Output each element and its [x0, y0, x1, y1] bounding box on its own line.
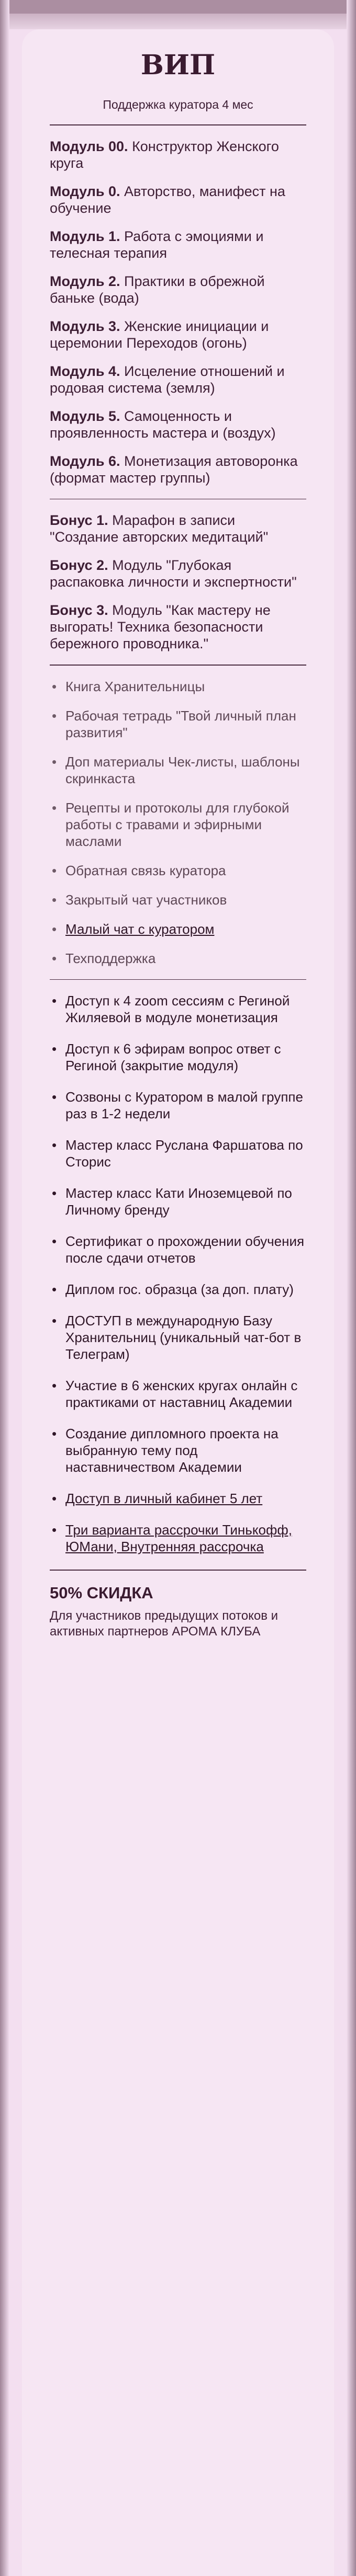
list-item: • Мастер класс Кати Иноземцевой по Личному бренду: [50, 1185, 306, 1218]
list-item: • Обратная связь куратора: [50, 862, 306, 879]
list-item: • ДОСТУП в международную Базу Хранительниц (уникальный чат-бот в Телеграм): [50, 1312, 306, 1363]
discount-title: 50% СКИДКА: [50, 1583, 153, 1602]
divider: [50, 499, 306, 500]
plan-title: ВИП: [140, 49, 216, 81]
list-item: • Мастер класс Руслана Фаршатова по Сторис: [50, 1137, 306, 1170]
module-item: Модуль 5. Самоценность и проявленность мастера и (воздух): [50, 408, 276, 441]
list-item: • Диплом гос. образца (за доп. плату): [50, 1281, 306, 1298]
vip-features-list: [50, 992, 306, 1555]
module-item: Модуль 1. Работа с эмоциями и телесная терапия: [50, 228, 264, 261]
bonus-list: [50, 512, 306, 652]
list-item: • Доступ к 6 эфирам вопрос ответ с Региной (закрытие модуля): [50, 1040, 306, 1074]
list-item: • Созвоны с Куратором в малой группе раз в 1-2 недели: [50, 1089, 306, 1122]
curator-chat-link[interactable]: • Малый чат с куратором: [50, 921, 306, 937]
module-item: Модуль 4. Исцеление отношений и родовая система (земля): [50, 363, 285, 396]
module-item: Модуль 6. Монетизация автоворонка (формат мастер группы): [50, 453, 298, 486]
module-item: Модуль 00. Конструктор Женского круга: [50, 138, 279, 171]
bonus-item: Бонус 1. Марафон в записи "Создание авторских медитаций": [50, 512, 269, 545]
divider: [50, 1570, 306, 1571]
list-item: • Техподдержка: [50, 950, 306, 967]
top-edge-strip: [0, 0, 356, 14]
list-item: • Сертификат о прохождении обучения после сдачи отчетов: [50, 1233, 306, 1266]
cabinet-access-link[interactable]: • Доступ в личный кабинет 5 лет: [50, 1490, 306, 1507]
divider: [50, 979, 306, 980]
module-item: Модуль 0. Авторство, манифест на обучение: [50, 183, 285, 216]
installments-link[interactable]: • Три варианта рассрочки Тинькофф, ЮМани, Внутренняя рассрочка: [50, 1521, 306, 1555]
left-edge-shadow: [0, 0, 9, 2576]
list-item: • Доп материалы Чек-листы, шаблоны скринкаста: [50, 753, 306, 787]
bonus-item: Бонус 3. Модуль "Как мастеру не выгорать! Техника безопасности бережного проводника.": [50, 602, 271, 651]
divider: [50, 124, 306, 125]
materials-list: [50, 678, 306, 967]
list-item: • Книга Хранительницы: [50, 678, 306, 695]
module-item: Модуль 2. Практики в обрежной баньке (вода): [50, 273, 265, 306]
divider: [50, 665, 306, 666]
list-item: • Создание дипломного проекта на выбранную тему под наставничеством Академии: [50, 1425, 306, 1475]
bonus-item: Бонус 2. Модуль "Глубокая распаковка личности и экспертности": [50, 557, 297, 590]
list-item: • Рабочая тетрадь "Твой личный план развития": [50, 707, 306, 741]
list-item: • Закрытый чат участников: [50, 891, 306, 908]
list-item: • Участие в 6 женских кругах онлайн с практиками от наставниц Академии: [50, 1377, 306, 1411]
right-edge-shadow: [347, 0, 356, 2576]
module-item: Модуль 3. Женские инициации и церемонии Переходов (огонь): [50, 318, 269, 351]
plan-subtitle: Поддержка куратора 4 мес: [103, 98, 253, 111]
card-content: [50, 48, 306, 1640]
list-item: • Доступ к 4 zoom сессиям с Региной Жиляевой в модуле монетизация: [50, 992, 306, 1026]
discount-note: Для участников предыдущих потоков и активных партнеров АРОМА КЛУБА: [50, 1608, 279, 1639]
list-item: • Рецепты и протоколы для глубокой работы с травами и эфирными маслами: [50, 799, 306, 850]
modules-list: [50, 138, 306, 486]
